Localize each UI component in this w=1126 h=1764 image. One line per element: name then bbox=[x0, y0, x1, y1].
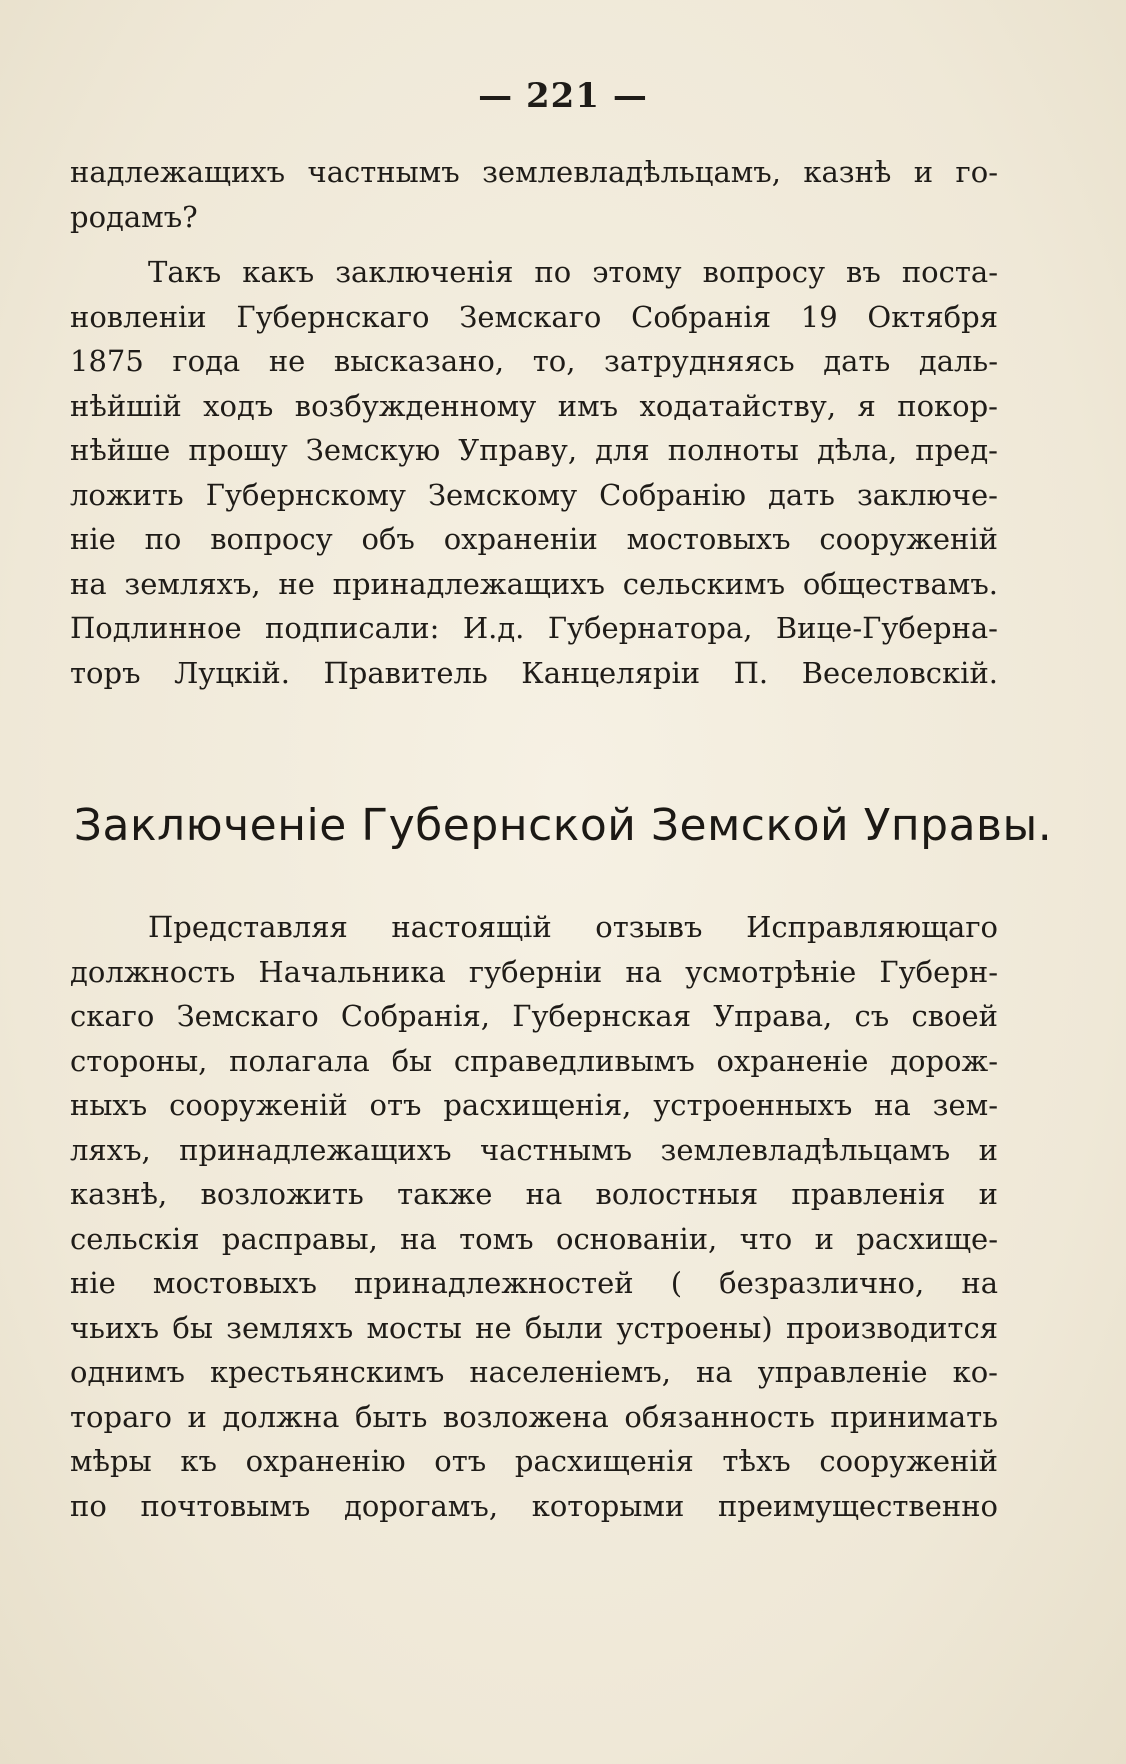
text-line: сельскія расправы, на томъ основаніи, что и расхище- bbox=[70, 1221, 998, 1256]
text-line: Подлинное подписали: И.д. Губернатора, Вице-Губерна- bbox=[70, 611, 998, 645]
text-line: ніе мостовыхъ принадлежностей ( безразлично, на bbox=[70, 1266, 998, 1300]
text-line: ложить Губернскому Земскому Собранію дать заключе- bbox=[70, 477, 998, 512]
text-line: ныхъ сооруженій отъ расхищенія, устроенныхъ на зем- bbox=[70, 1088, 998, 1122]
text-line: на земляхъ, не принадлежащихъ сельскимъ обществамъ. bbox=[70, 566, 998, 601]
text-line: нѣйшій ходъ возбужденному имъ ходатайству, я покор- bbox=[70, 388, 998, 423]
continuation-paragraph bbox=[70, 150, 998, 239]
text-line: нѣйше прошу Земскую Управу, для полноты дѣла, пред- bbox=[70, 433, 998, 467]
page-number: — 221 — bbox=[478, 76, 648, 116]
text-line: 1875 года не высказано, то, затрудняясь дать даль- bbox=[70, 344, 998, 378]
text-line: новленіи Губернскаго Земскаго Собранія 19 Октября bbox=[70, 299, 998, 334]
text-line: казнѣ, возложить также на волостныя правленія и bbox=[70, 1177, 998, 1211]
board-paragraph bbox=[70, 905, 998, 1528]
text-line: надлежащихъ частнымъ землевладѣльцамъ, казнѣ и го- bbox=[70, 155, 998, 189]
text-line: ляхъ, принадлежащихъ частнымъ землевладѣльцамъ и bbox=[70, 1132, 998, 1167]
text-line: стороны, полагала бы справедливымъ охраненіе дорож- bbox=[70, 1043, 998, 1078]
signature-line: торъ Луцкій. Правитель Канцеляріи П. Веселовскій. bbox=[70, 655, 998, 690]
text-line: Представляя настоящій отзывъ Исправляющаго bbox=[148, 910, 998, 944]
text-line: чьихъ бы земляхъ мосты не были устроены) производится bbox=[70, 1310, 998, 1345]
text-line: скаго Земскаго Собранія, Губернская Управа, съ своей bbox=[70, 999, 998, 1033]
section-heading: Заключеніе Губернской Земской Управы. bbox=[73, 800, 1053, 851]
text-line: Такъ какъ заключенія по этому вопросу въ поста- bbox=[148, 255, 998, 289]
text-line: по почтовымъ дорогамъ, которыми преимущественно bbox=[70, 1488, 998, 1523]
text-line: ніе по вопросу объ охраненіи мостовыхъ сооруженій bbox=[70, 522, 998, 556]
governor-paragraph bbox=[70, 250, 998, 695]
text-line: тораго и должна быть возложена обязанность принимать bbox=[70, 1399, 998, 1434]
text-line: однимъ крестьянскимъ населеніемъ, на управленіе ко- bbox=[70, 1355, 998, 1389]
text-line: должность Начальника губерніи на усмотрѣніе Губерн- bbox=[70, 954, 998, 989]
text-line: родамъ? bbox=[70, 199, 198, 234]
text-line: мѣры къ охраненію отъ расхищенія тѣхъ сооруженій bbox=[70, 1444, 998, 1478]
